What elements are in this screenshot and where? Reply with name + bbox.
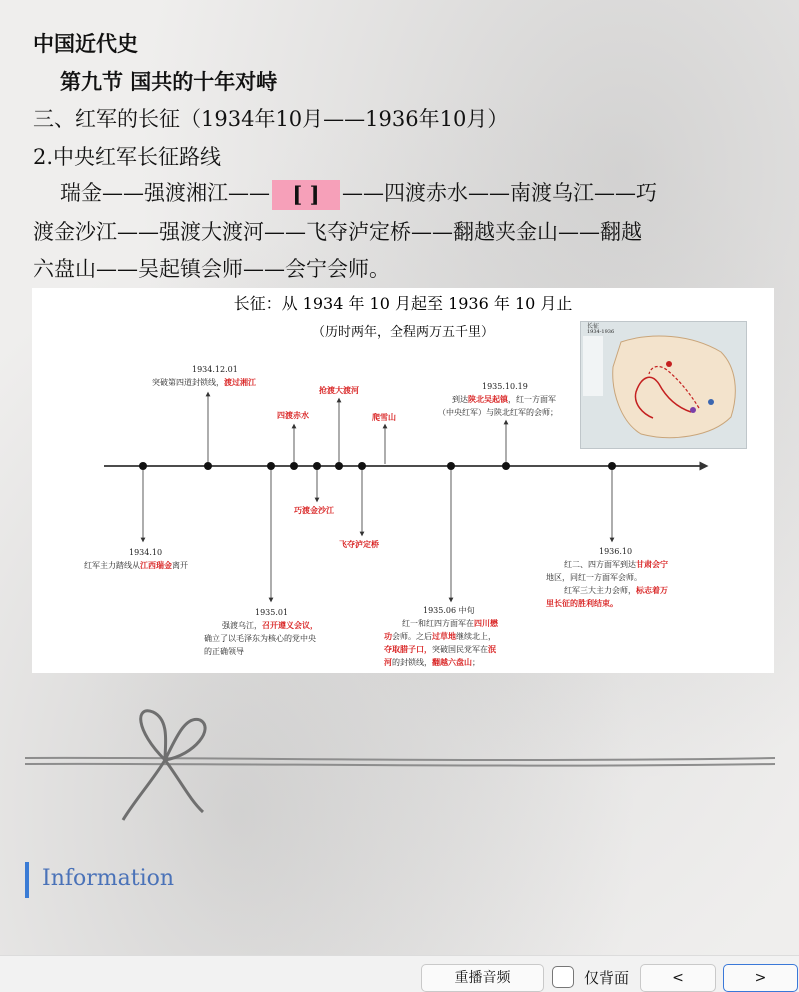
replay-audio-button[interactable]: 重播音频 — [421, 964, 544, 992]
event-6-label: 抢渡大渡河 — [319, 385, 359, 395]
info-heading: Information — [42, 866, 175, 891]
event-4-label: 四渡赤水 — [277, 410, 309, 420]
route-line-1 — [60, 177, 657, 210]
route-line-3: 六盘山——吴起镇会师——会宁会师。 — [33, 257, 390, 281]
subtopic-line: 2.中央红军长征路线 — [33, 145, 222, 169]
minimap-years: 1934-1936 — [587, 329, 615, 335]
back-only-checkbox[interactable] — [552, 966, 574, 988]
topic-line: 三、红军的长征（1934年10月——1936年10月） — [33, 107, 509, 131]
card-controls-bar — [0, 955, 799, 992]
event-9-date: 1935.06 中旬 — [423, 606, 475, 615]
route-line-2: 渡金沙江——强渡大渡河——飞夺泸定桥——翻越夹金山——翻越 — [33, 220, 642, 244]
event-5-label: 巧渡金沙江 — [294, 505, 334, 515]
event-3-date: 1935.01 — [255, 608, 289, 617]
course-title: 中国近代史 — [33, 31, 138, 56]
event-9-line4: 河的封锁线，翻越六盘山； — [384, 657, 480, 667]
event-11-line3: 红军三大主力会师，标志着万 — [564, 585, 668, 595]
event-11-line4: 里长征的胜利结束。 — [546, 598, 618, 608]
event-11-line2: 地区，同红一方面军会师。 — [546, 573, 642, 582]
event-10-date: 1935.10.19 — [482, 382, 528, 391]
event-8-label: 爬雪山 — [372, 412, 396, 422]
event-11-date: 1936.10 — [599, 547, 633, 556]
minimap-title: 长征 — [587, 323, 600, 330]
bow-ribbon-decoration — [25, 700, 775, 830]
event-10-line1: 到达陕北吴起镇，红一方面军 — [452, 394, 556, 404]
event-1-desc: 红军主力踏线从江西瑞金离开 — [84, 560, 188, 570]
event-3-line3: 的正确领导 — [204, 647, 244, 656]
cloze-blank[interactable]: [ ] — [272, 180, 340, 210]
event-1-date: 1934.10 — [129, 548, 163, 557]
timeline-title: 长征：从 1934 年 10 月起至 1936 年 10 月止 — [233, 294, 573, 313]
long-march-timeline-image — [32, 288, 774, 673]
timeline-subtitle: （历时两年，全程两万五千里） — [311, 325, 494, 340]
event-3-line2: 确立了以毛泽东为核心的党中央 — [204, 634, 316, 643]
route-part1: 瑞金——强渡湘江—— — [60, 181, 270, 205]
next-button[interactable]: > — [723, 964, 798, 992]
event-7-label: 飞夺泸定桥 — [339, 539, 379, 549]
event-9-line1: 红一和红四方面军在四川懋 — [402, 618, 498, 628]
back-only-label: 仅背面 — [584, 969, 630, 987]
event-2-desc: 突破第四道封锁线，渡过湘江 — [152, 377, 256, 387]
event-2-date: 1934.12.01 — [192, 365, 238, 374]
event-9-line3: 夺取腊子口，突破国民党军在泯 — [384, 644, 496, 654]
previous-button[interactable]: < — [640, 964, 716, 992]
info-accent-bar — [25, 862, 29, 898]
long-march-route-map — [580, 321, 747, 449]
section-title: 第九节 国共的十年对峙 — [60, 69, 278, 94]
event-11-line1: 红二、四方面军到达甘肃会宁 — [564, 559, 668, 569]
event-10-line2: （中央红军）与陕北红军的会师； — [438, 408, 558, 417]
route-part2: ——四渡赤水——南渡乌江——巧 — [342, 181, 657, 205]
event-9-line2: 功会师。之后过草地继续北上， — [384, 631, 496, 641]
event-3-line1: 强渡乌江，召开遵义会议， — [222, 620, 318, 630]
